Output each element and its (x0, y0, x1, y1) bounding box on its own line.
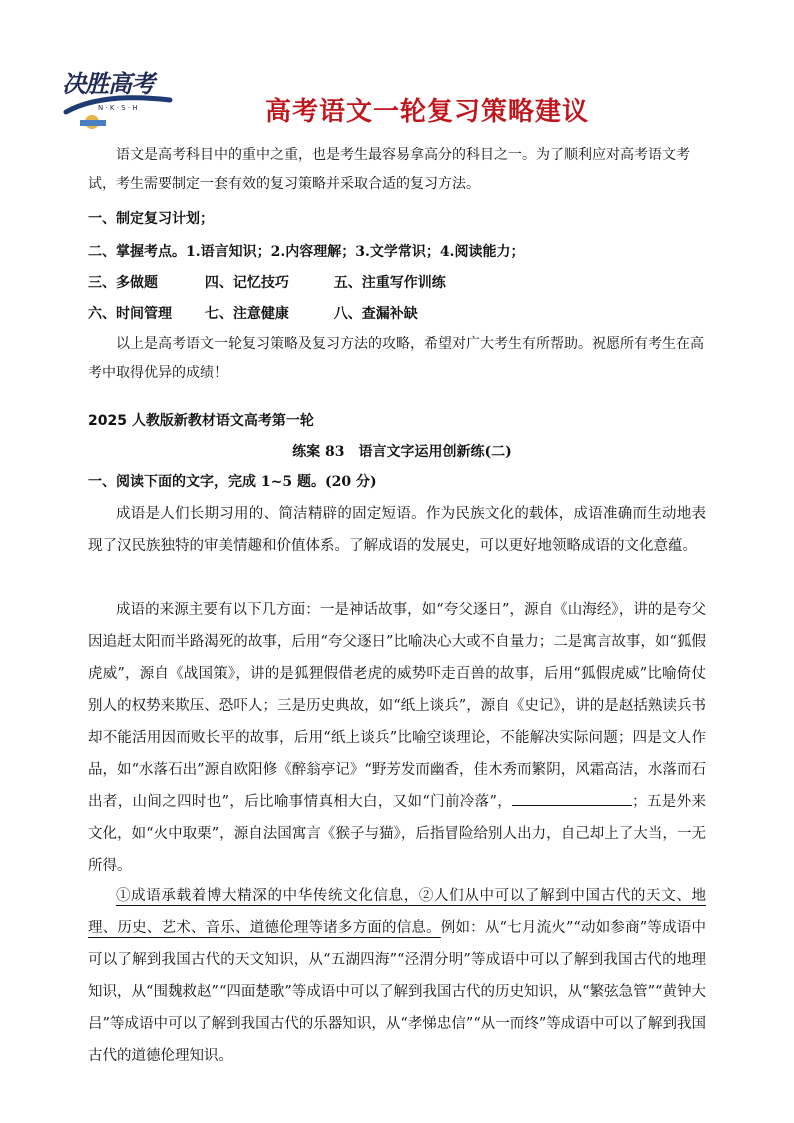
answer-blank[interactable] (512, 791, 632, 806)
passage-paragraph-3 (88, 880, 706, 1072)
item-writing: 五、注重写作训练 (333, 275, 446, 291)
item-plan: 一、制定复习计划； (88, 211, 214, 227)
question-heading: 一、阅读下面的文字，完成 1~5 题。(20 分) (88, 474, 377, 490)
paragraph-3-text: 例如：从“七月流火”“动如参商”等成语中可以了解到我国古代的天文知识，从“五湖四海”“泾渭分明”等成语中可以了解到我国古代的地理知识，从“围魏救赵”“四面楚歌”等成语中可以了解到我国古代的历史知识，从“繁弦急管”“黄钟大吕”等成语中可以了解到我国古代的乐器知识，从“孝悌忠信”“从一而终”等成语中可以了解到我国古代的道德伦理知识。 (88, 920, 706, 1064)
page-title: 高考语文一轮复习策略建议 (264, 97, 589, 127)
item-keypoints: 二、掌握考点。1.语言知识；2.内容理解；3.文学常识；4.阅读能力； (88, 244, 525, 260)
paragraph-2-text: 成语的来源主要有以下几方面：一是神话故事，如“夸父逐日”，源自《山海经》，讲的是夸父因追赶太阳而半路渴死的故事，后用“夸父逐日”比喻决心大或不自量力；二是寓言故事，如“狐假虎威”，源自《战国策》，讲的是狐狸假借老虎的威势吓走百兽的故事，后用“狐假虎威”比喻倚仗别人的权势来欺压、恐吓人；三是历史典故，如“纸上谈兵”，源自《史记》，讲的是赵括熟读兵书却不能活用因而败长平的故事，后用“纸上谈兵”比喻空谈理论，不能解决实际问题；四是文人作品，如“水落石出”源自欧阳修《醉翁亭记》“野芳发而幽香，佳木秀而繁阴，风霜高洁，水落而石出者，山间之四时也”，后比喻事情真相大白，又如“门前冷落”， (88, 602, 706, 810)
closing-paragraph: 以上是高考语文一轮复习策略及复习方法的攻略，希望对广大考生有所帮助。祝愿所有考生在高考中取得优异的成绩！ (88, 336, 704, 381)
logo-text: 决胜高考 (62, 70, 154, 98)
item-practice: 三、多做题 (88, 275, 158, 291)
series-title: 2025 人教版新教材语文高考第一轮 (88, 413, 314, 429)
item-memory: 四、记忆技巧 (204, 275, 289, 291)
lesson-title: 练案 83 语言文字运用创新练(二) (292, 444, 512, 460)
item-time: 六、时间管理 (88, 306, 172, 322)
item-health: 七、注意健康 (204, 306, 289, 322)
passage-paragraph-1: 成语是人们长期习用的、简洁精辟的固定短语。作为民族文化的载体，成语准确而生动地表现了汉民族独特的审美情趣和价值体系。了解成语的发展史，可以更好地领略成语的文化意蕴。 (88, 506, 706, 554)
passage-paragraph-2 (88, 594, 706, 882)
underlined-sentence: ①成语承载着博大精深的中华传统文化信息，②人们从中可以了解到中国古代的天文、地理、历史、艺术、音乐、道德伦理等诸多方面的信息。 (88, 888, 706, 936)
paragraph-2-ending: ；五是外来文化，如“火中取栗”，源自法国寓言《猴子与猫》，后指冒险给别人出力，自己却上了大当，一无所得。 (88, 794, 706, 874)
intro-paragraph: 语文是高考科目中的重中之重，也是考生最容易拿高分的科目之一。为了顺利应对高考语文考试，考生需要制定一套有效的复习策略并采取合适的复习方法。 (88, 147, 690, 192)
item-row-4 (88, 303, 418, 323)
item-row-3 (88, 272, 446, 292)
item-review: 八、查漏补缺 (333, 306, 418, 322)
logo-subtext: N · K · S · H (98, 104, 138, 112)
